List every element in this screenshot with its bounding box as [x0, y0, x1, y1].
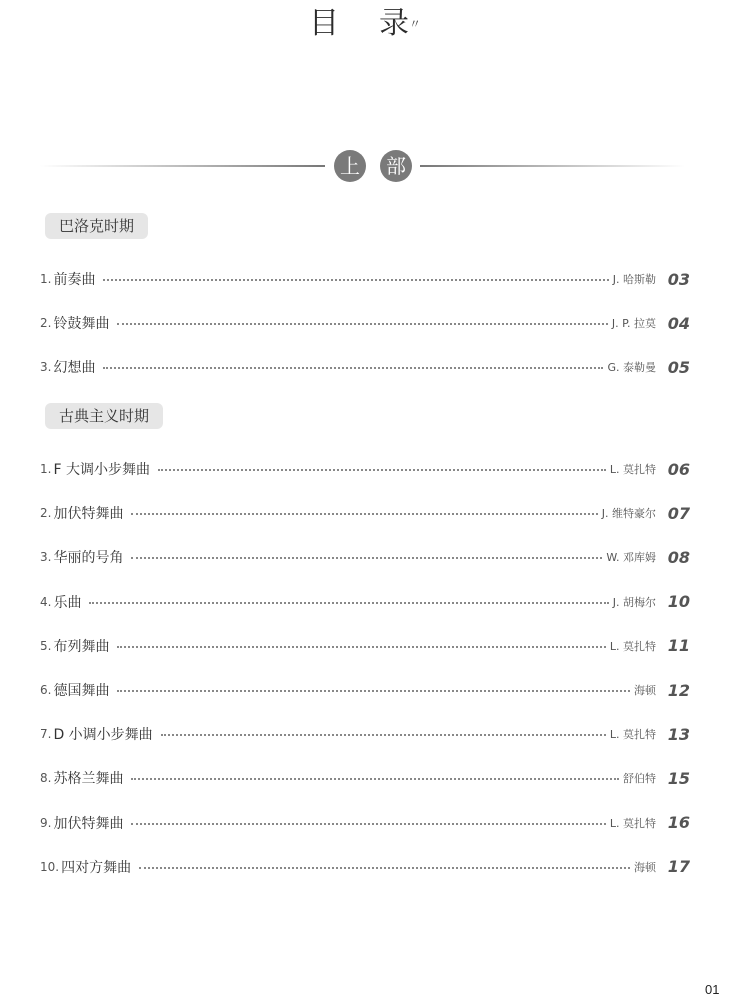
item-number: 8. — [40, 771, 52, 786]
item-title: D 小调小步舞曲 — [53, 727, 153, 744]
title-mark: 〃 — [408, 17, 421, 31]
item-composer: 海顿 — [634, 684, 656, 698]
item-composer: 海顿 — [634, 860, 656, 874]
item-page: 06 — [667, 459, 690, 479]
dot-leader — [89, 602, 608, 604]
item-title: 苏格兰舞曲 — [53, 771, 124, 788]
item-number: 3. — [40, 360, 52, 374]
item-number: 10. — [40, 859, 60, 874]
item-title: 前奏曲 — [53, 272, 96, 288]
item-composer: L. 莫扎特 — [609, 728, 656, 742]
item-title: 加伏特舞曲 — [53, 506, 124, 523]
item-page: 16 — [667, 813, 690, 833]
item-number: 3. — [40, 550, 52, 565]
item-number: 4. — [40, 594, 52, 609]
dot-leader — [131, 823, 605, 825]
item-number: 1. — [40, 462, 52, 477]
item-composer: L. 莫扎特 — [609, 639, 656, 653]
dot-leader — [103, 367, 603, 369]
toc-list-baroque — [40, 257, 690, 389]
item-title: 四对方舞曲 — [61, 859, 132, 876]
toc-row[interactable] — [40, 712, 690, 756]
toc-row[interactable] — [40, 257, 690, 301]
toc-row[interactable] — [40, 535, 690, 579]
section-label-classical: 古典主义时期 — [45, 403, 163, 429]
title-char-1: 目 — [308, 6, 339, 41]
toc-row[interactable] — [40, 624, 690, 668]
part-divider — [40, 148, 685, 184]
item-page: 12 — [667, 680, 690, 700]
item-title: 加伏特舞曲 — [53, 815, 124, 832]
dot-leader — [131, 557, 602, 559]
dot-leader — [117, 646, 605, 648]
toc-row[interactable] — [40, 756, 690, 800]
toc-row[interactable] — [40, 845, 690, 889]
toc-row[interactable] — [40, 668, 690, 712]
dot-leader — [131, 513, 597, 515]
item-page: 04 — [667, 313, 690, 333]
item-number: 1. — [40, 272, 52, 286]
item-number: 5. — [40, 638, 52, 653]
dot-leader — [131, 778, 619, 780]
item-title: 华丽的号角 — [53, 550, 124, 567]
page-title — [0, 4, 730, 44]
item-title: 布列舞曲 — [53, 638, 110, 655]
item-number: 6. — [40, 683, 52, 698]
item-title: F 大调小步舞曲 — [53, 462, 150, 479]
toc-row[interactable] — [40, 345, 690, 389]
item-page: 15 — [667, 768, 690, 788]
dot-leader — [158, 469, 606, 471]
item-page: 11 — [667, 636, 690, 656]
item-composer: L. 莫扎特 — [609, 463, 656, 477]
toc-list-classical — [40, 447, 690, 889]
dot-leader — [117, 323, 607, 325]
item-number: 9. — [40, 815, 52, 830]
part-badge-2: 部 — [380, 150, 412, 182]
toc-row[interactable] — [40, 801, 690, 845]
item-page: 13 — [667, 724, 690, 744]
item-number: 2. — [40, 316, 52, 330]
item-composer: J. P. 拉莫 — [611, 317, 656, 330]
item-composer: 舒伯特 — [623, 772, 656, 786]
dot-leader — [117, 690, 630, 692]
item-composer: W. 邓库姆 — [606, 551, 656, 565]
title-char-2: 录 — [378, 6, 409, 41]
dot-leader — [139, 867, 630, 869]
item-page: 08 — [667, 547, 690, 567]
page-number: 01 — [705, 982, 720, 997]
dot-leader — [161, 734, 606, 736]
item-page: 17 — [667, 857, 690, 877]
item-composer: J. 胡梅尔 — [612, 595, 656, 609]
item-title: 幻想曲 — [53, 360, 96, 376]
toc-row[interactable] — [40, 491, 690, 535]
item-number: 7. — [40, 727, 52, 742]
section-label-baroque: 巴洛克时期 — [45, 213, 148, 239]
item-page: 10 — [667, 592, 690, 612]
item-title: 铃鼓舞曲 — [53, 316, 110, 332]
item-title: 德国舞曲 — [53, 683, 110, 700]
toc-row[interactable] — [40, 580, 690, 624]
item-composer: G. 泰勒曼 — [607, 361, 656, 374]
divider-line-right — [420, 165, 685, 167]
part-badge-1: 上 — [334, 150, 366, 182]
divider-line-left — [40, 165, 325, 167]
item-page: 07 — [667, 503, 690, 523]
item-composer: J. 维特豪尔 — [601, 507, 656, 521]
item-title: 乐曲 — [53, 594, 82, 611]
item-composer: L. 莫扎特 — [609, 816, 656, 830]
item-number: 2. — [40, 506, 52, 521]
item-page: 05 — [667, 357, 690, 377]
item-page: 03 — [667, 269, 690, 289]
toc-row[interactable] — [40, 301, 690, 345]
toc-row[interactable] — [40, 447, 690, 491]
dot-leader — [103, 279, 608, 281]
item-composer: J. 哈斯勒 — [612, 273, 656, 286]
